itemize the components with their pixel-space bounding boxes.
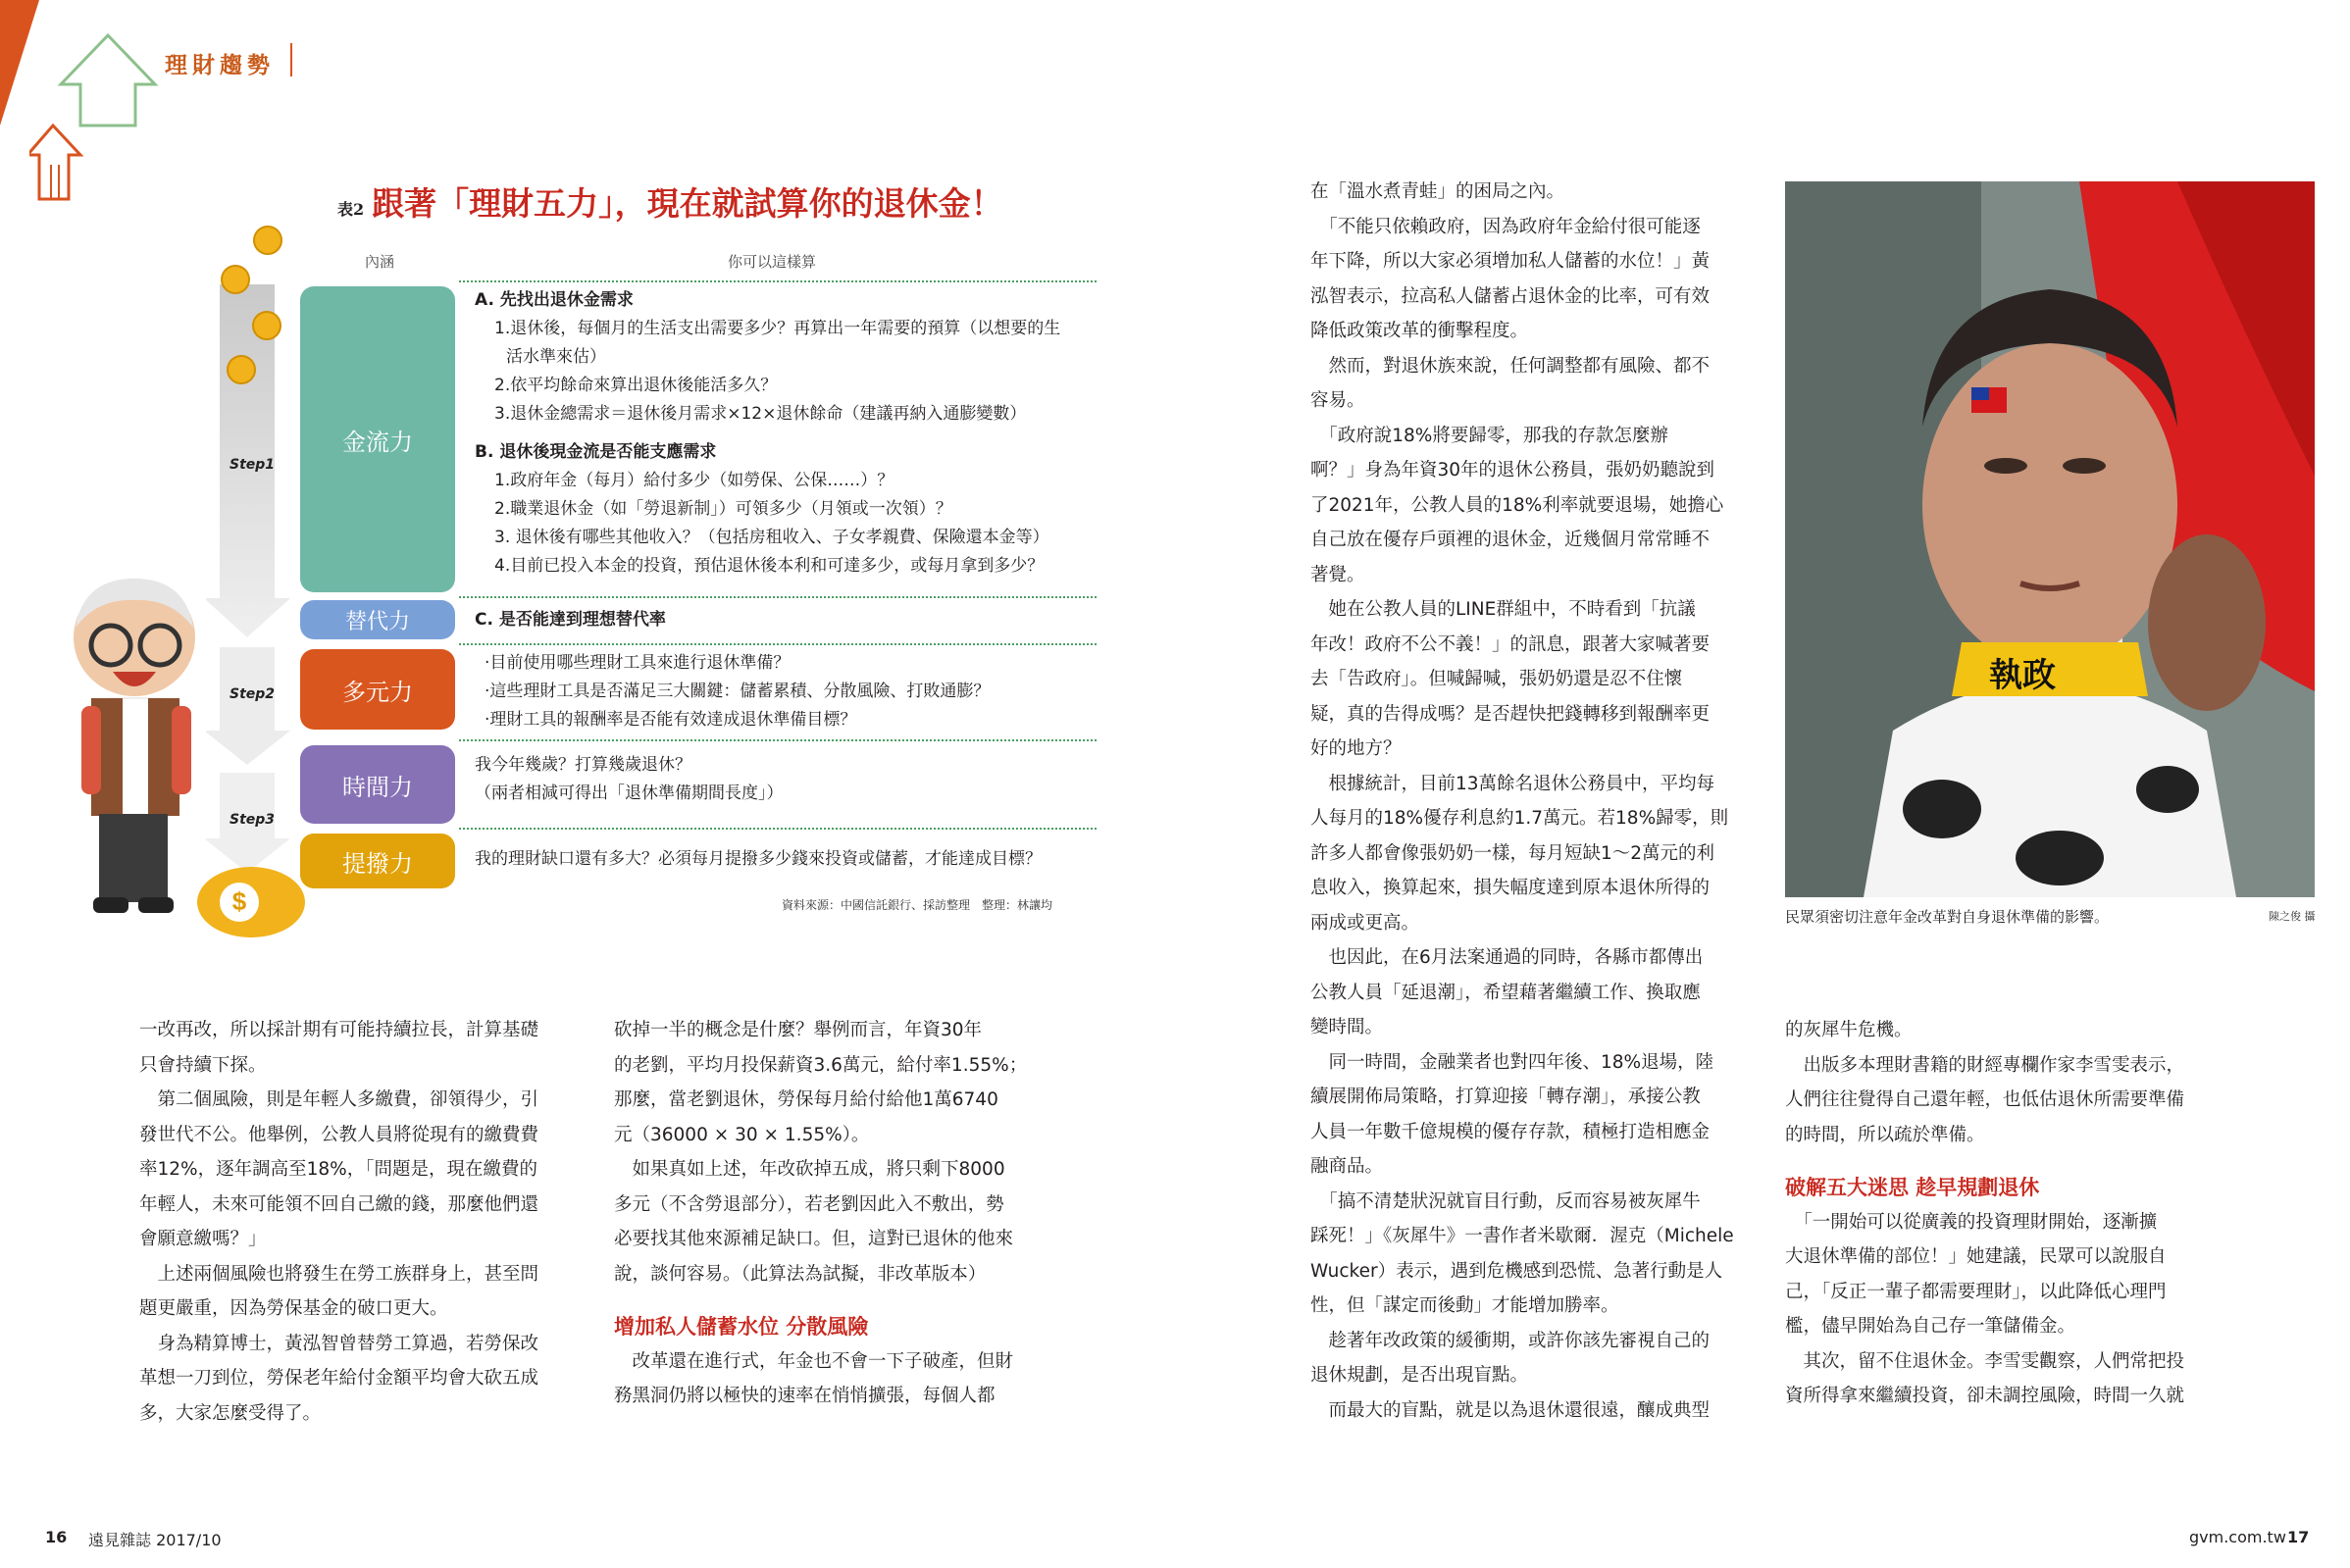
- article-line: 好的地方？: [1310, 738, 1402, 759]
- subheading-savings: 增加私人儲蓄水位 分散風險: [614, 1314, 869, 1339]
- photo-sign-text: 執政: [1989, 656, 2056, 695]
- row-line: 2.依平均餘命來算出退休後能活多久？: [494, 376, 778, 395]
- article-line: 「政府說18%將要歸零，那我的存款怎麼辦: [1310, 425, 1668, 446]
- article-line: 疑，真的告得成嗎？是否趕快把錢轉移到報酬率更: [1310, 703, 1711, 725]
- article-line: 如果真如上述，年改砍掉五成，將只剩下8000: [614, 1159, 1005, 1180]
- article-line: 己，「反正一輩子都需要理財」，以此降低心理門: [1785, 1281, 2167, 1302]
- article-line: 只會持續下探。: [139, 1054, 267, 1076]
- row-divider: [459, 596, 1097, 598]
- article-line: 一改再改，所以採計期有可能持續拉長，計算基礎: [139, 1020, 539, 1040]
- article-line: 續展開佈局策略，打算迎接「轉存潮」，承接公教: [1310, 1087, 1701, 1107]
- article-line: 出版多本理財書籍的財經專欄作家李雪雯表示，: [1785, 1054, 2185, 1076]
- article-line: 「一開始可以從廣義的投資理財開始，逐漸擴: [1785, 1211, 2158, 1233]
- tag-time: 時間力: [300, 745, 455, 824]
- article-line: 她在公教人員的LINE群組中，不時看到「抗議: [1310, 599, 1696, 620]
- article-line: 資所得拿來繼續投資，卻未調控風險，時間一久就: [1785, 1386, 2185, 1406]
- step-label-2: Step2: [230, 686, 276, 702]
- column-header-calc: 你可以這樣算: [728, 253, 817, 271]
- article-line: 改革還在進行式，年金也不會一下子破產，但財: [614, 1350, 1014, 1372]
- article-line: 「搞不清楚狀況就盲目行動，反而容易被灰犀牛: [1310, 1190, 1701, 1212]
- protest-photo-graphic: [1785, 181, 2315, 897]
- article-line: 在「溫水煮青蛙」的困局之內。: [1310, 181, 1565, 202]
- article-column-1: [139, 1013, 538, 1431]
- article-line: 必要找其他來源補足缺口。但，這對已退休的他來: [614, 1229, 1014, 1249]
- article-line: 啊？」身為年資30年的退休公務員，張奶奶聽說到: [1310, 460, 1715, 481]
- article-line: 砍掉一半的概念是什麼？舉例而言，年資30年: [614, 1020, 983, 1040]
- article-line: 而最大的盲點，就是以為退休還很遠，釀成典型: [1310, 1399, 1711, 1421]
- table-source: 資料來源：中國信託銀行、採訪整理 整理：林讓均: [782, 898, 1053, 912]
- article-line: 檻，儘早開始為自己存一筆儲備金。: [1785, 1316, 2076, 1337]
- row-line: 1.政府年金（每月）給付多少（如勞保、公保……）？: [494, 471, 894, 490]
- step-label-3: Step3: [230, 812, 276, 828]
- row-diversity-content: [485, 649, 990, 734]
- step-label-1: Step1: [230, 457, 276, 473]
- article-line: 身為精算博士，黃泓智曾替勞工算過，若勞保改: [139, 1333, 539, 1354]
- protest-photo: [1785, 181, 2315, 897]
- article-line: 那麼，當老劉退休，勞保每月給付給他1萬6740: [614, 1089, 998, 1110]
- article-line: 降低政策改革的衝擊程度。: [1310, 321, 1529, 341]
- tag-contribution: 提撥力: [300, 834, 455, 888]
- table-number: 表2: [337, 200, 365, 219]
- row-time-content: [475, 751, 784, 808]
- row-line: （兩者相減可得出「退休準備期間長度」）: [475, 784, 784, 803]
- article-line: 年改！政府不公不義！」的訊息，跟著大家喊著要: [1310, 633, 1711, 655]
- row-divider: [459, 828, 1097, 830]
- growth-arrows-icon: [29, 27, 167, 204]
- row-line: 2.職業退休金（如「勞退新制」）可領多少（月領或一次領）？: [494, 499, 952, 519]
- article-line: 其次，留不住退休金。李雪雯觀察，人們常把投: [1785, 1350, 2185, 1372]
- article-line: 退休規劃，是否出現盲點。: [1310, 1365, 1529, 1386]
- article-line: 元（36000 × 30 × 1.55%）。: [614, 1124, 870, 1145]
- article-column-3: [1310, 175, 1734, 1428]
- article-line: 題更嚴重，因為勞保基金的破口更大。: [139, 1298, 448, 1319]
- article-line: 率12%，逐年調高至18%，「問題是，現在繳費的: [139, 1159, 537, 1180]
- article-line: 的老劉，平均月投保薪資3.6萬元，給付率1.55%；: [614, 1054, 1028, 1076]
- row-line: ·理財工具的報酬率是否能有效達成退休準備目標？: [485, 710, 857, 730]
- article-line: 第二個風險，則是年輕人多繳費，卻領得少，引: [139, 1089, 539, 1110]
- article-column-4: [1785, 1013, 2184, 1414]
- article-line: 然而，對退休族來說，任何調整都有風險、都不: [1310, 355, 1711, 377]
- article-line: 多，大家怎麼受得了。: [139, 1402, 322, 1424]
- table-title: [337, 178, 1003, 225]
- article-line: 革想一刀到位，勞保老年給付金額平均會大砍五成: [139, 1368, 539, 1389]
- row-line: ·目前使用哪些理財工具來進行退休準備？: [485, 653, 791, 673]
- article-line: 大退休準備的部位！」她建議，民眾可以說服自: [1785, 1246, 2167, 1267]
- article-line: 務黑洞仍將以極快的速率在悄悄擴張，每個人都: [614, 1386, 996, 1406]
- article-line: 踩死！」《灰犀牛》一書作者米歇爾．渥克（Michele: [1310, 1226, 1734, 1246]
- row-line: 我今年幾歲？打算幾歲退休？: [475, 755, 691, 775]
- article-line: 性，但「謀定而後動」才能增加勝率。: [1310, 1295, 1619, 1316]
- page-number-right: 17: [2287, 1528, 2310, 1546]
- row-line: 1.退休後，每個月的生活支出需要多少？再算出一年需要的預算（以想要的生: [494, 319, 1061, 338]
- website: gvm.com.tw: [2189, 1528, 2286, 1546]
- subheading-myths: 破解五大迷思 趁早規劃退休: [1785, 1175, 2040, 1199]
- article-line: 年下降，所以大家必須增加私人儲蓄的水位！」黃: [1310, 251, 1711, 272]
- article-line: 人每月的18%優存利息約1.7萬元。若18%歸零，則: [1310, 808, 1729, 829]
- piggy-bank-icon: [192, 853, 310, 941]
- row-contribution-content: 我的理財缺口還有多大？必須每月提撥多少錢來投資或儲蓄，才能達成目標？: [475, 849, 1042, 869]
- row-line: 活水準來估）: [506, 347, 606, 367]
- article-line: 上述兩個風險也將發生在勞工族群身上，甚至問: [139, 1263, 539, 1285]
- column-header-content: 內涵: [365, 253, 395, 271]
- article-line: 「不能只依賴政府，因為政府年金給付很可能逐: [1310, 216, 1701, 237]
- article-line: 同一時間，金融業者也對四年後、18%退場，陸: [1310, 1051, 1714, 1073]
- magazine-name: 遠見雜誌 2017/10: [88, 1531, 222, 1549]
- tag-diversity: 多元力: [300, 649, 455, 730]
- article-line: 融商品。: [1310, 1156, 1384, 1177]
- article-line: 說，談何容易。（此算法為試擬，非改革版本）: [614, 1263, 987, 1285]
- page-number-left: 16: [45, 1528, 68, 1546]
- article-line: 的時間，所以疏於準備。: [1785, 1124, 1985, 1145]
- row-cash-flow-content: [475, 286, 1060, 581]
- article-column-2: [614, 1013, 1027, 1414]
- article-line: 去「告政府」。但喊歸喊，張奶奶還是忍不住懷: [1310, 669, 1683, 689]
- article-line: 的灰犀牛危機。: [1785, 1020, 1913, 1040]
- article-line: 會願意繳嗎？」: [139, 1229, 267, 1249]
- article-line: 容易。: [1310, 390, 1365, 411]
- article-line: 人們往往覺得自己還年輕，也低估退休所需要準備: [1785, 1089, 2185, 1110]
- article-line: 多元（不含勞退部分），若老劉因此入不敷出，勢: [614, 1193, 1004, 1215]
- article-line: 兩成或更高。: [1310, 912, 1420, 934]
- svg-text:$: $: [231, 886, 247, 916]
- row-divider: [459, 643, 1097, 645]
- tag-cash-flow: 金流力: [300, 286, 455, 592]
- row-line: B. 退休後現金流是否能支應需求: [475, 442, 717, 462]
- article-line: 公教人員「延退潮」，希望藉著繼續工作、換取應: [1310, 982, 1701, 1003]
- tag-replacement: 替代力: [300, 600, 455, 639]
- article-line: 人員一年數千億規模的優存存款，積極打造相應金: [1310, 1121, 1711, 1142]
- row-line: 4.目前已投入本金的投資，預估退休後本利和可達多少，或每月拿到多少？: [494, 556, 1045, 576]
- photo-credit: 陳之俊 攝: [2269, 910, 2316, 923]
- photo-caption: 民眾須密切注意年金改革對自身退休準備的影響。: [1785, 908, 2110, 926]
- article-line: 自己放在優存戶頭裡的退休金，近幾個月常常睡不: [1310, 530, 1711, 550]
- table-title-text: 跟著「理財五力」，現在就試算你的退休金！: [372, 184, 1003, 223]
- article-line: 著覺。: [1310, 564, 1365, 585]
- row-line: 3.退休金總需求＝退休後月需求×12×退休餘命（建議再納入通膨變數）: [494, 404, 1027, 424]
- article-line: 趁著年改政策的緩衝期，或許你該先審視自己的: [1310, 1330, 1711, 1351]
- row-line: ·這些理財工具是否滿足三大關鍵：儲蓄累積、分散風險、打敗通膨？: [485, 682, 991, 701]
- section-title: 理財趨勢: [165, 53, 275, 78]
- row-divider: [459, 280, 1097, 282]
- article-line: 泓智表示，拉高私人儲蓄占退休金的比率，可有效: [1310, 285, 1711, 307]
- article-line: 根據統計，目前13萬餘名退休公務員中，平均每: [1310, 773, 1715, 794]
- article-line: 變時間。: [1310, 1017, 1384, 1037]
- article-line: Wucker）表示，遇到危機感到恐慌、急著行動是人: [1310, 1260, 1723, 1282]
- article-line: 許多人都會像張奶奶一樣，每月短缺1～2萬元的利: [1310, 842, 1715, 864]
- article-line: 了2021年，公教人員的18%利率就要退場，她擔心: [1310, 494, 1724, 516]
- article-line: 發世代不公。他舉例，公教人員將從現有的繳費費: [139, 1124, 539, 1145]
- row-line: 3. 退休後有哪些其他收入？（包括房租收入、子女孝親費、保險還本金等）: [494, 528, 1049, 547]
- row-replacement-content: C. 是否能達到理想替代率: [475, 610, 666, 630]
- row-line: A. 先找出退休金需求: [475, 290, 634, 310]
- article-line: 息收入，換算起來，損失幅度達到原本退休所得的: [1310, 878, 1711, 898]
- article-line: 也因此，在6月法案通過的同時，各縣市都傳出: [1310, 947, 1704, 968]
- row-divider: [459, 739, 1097, 741]
- section-divider: [290, 43, 292, 76]
- article-line: 年輕人，未來可能領不回自己繳的錢，那麼他們還: [139, 1193, 539, 1215]
